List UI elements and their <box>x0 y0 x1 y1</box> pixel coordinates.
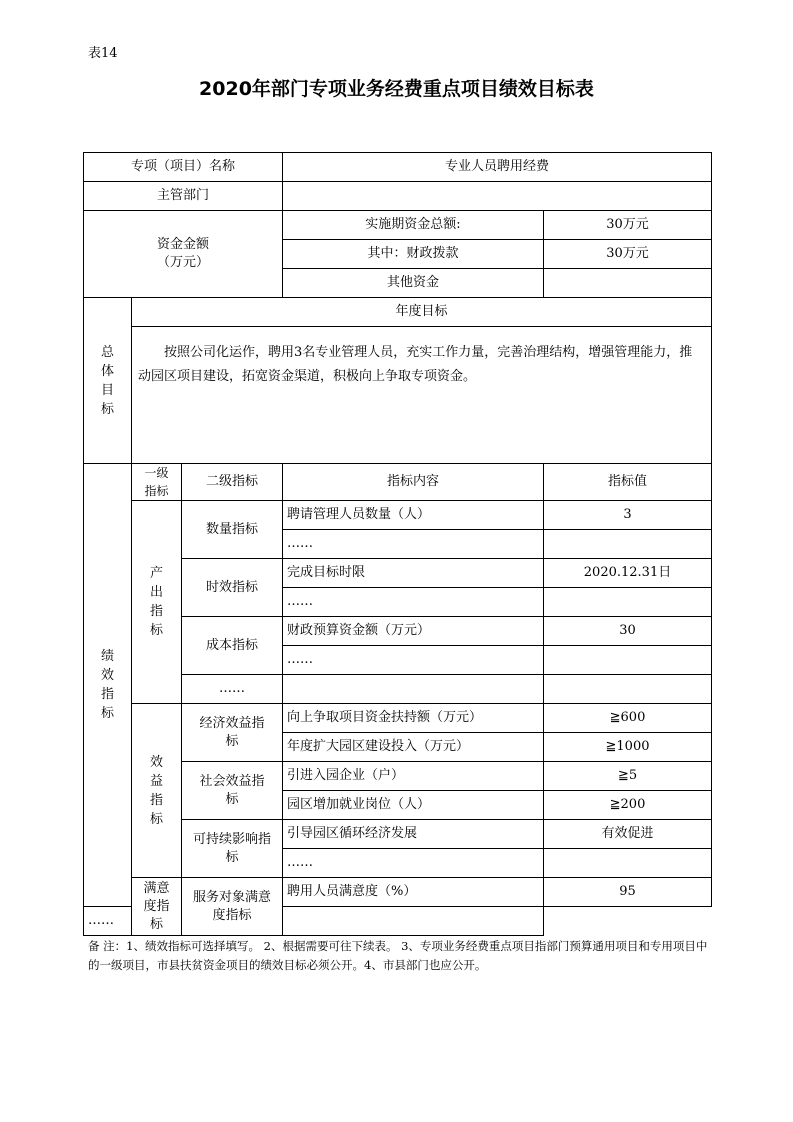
table-row <box>84 464 712 501</box>
output-more-value <box>544 675 712 704</box>
economic-value-2: ≧1000 <box>544 733 712 762</box>
social-value-1: ≧5 <box>544 762 712 791</box>
quantity-label: 数量指标 <box>182 501 283 559</box>
output-label: 产出指标 <box>149 566 163 638</box>
timeliness-content-1: 完成目标时限 <box>283 559 544 588</box>
quantity-value-2 <box>544 530 712 559</box>
table-row <box>84 153 712 182</box>
social-content-1: 引进入园企业（户） <box>283 762 544 791</box>
footnote: 备 注：1、绩效指标可选择填写。 2、根据需要可往下续表。 3、专项业务经费重点项目指部门预算通用项目和专用项目中的一级项目，市县扶贫资金项目的绩效目标必须公开。4、市县部门也应公开。 <box>88 939 708 972</box>
satisfaction-label: 满意度指标 <box>132 878 182 936</box>
timeliness-value-2 <box>544 588 712 617</box>
satisfaction-value-2 <box>283 907 544 936</box>
output-more: …… <box>182 675 283 704</box>
project-name-value: 专业人员聘用经费 <box>283 153 712 182</box>
funds-total-label: 实施期资金总额: <box>283 211 544 240</box>
sustain-label: 可持续影响指标 <box>182 820 283 878</box>
funds-fiscal-label: 其中：财政拨款 <box>283 240 544 269</box>
funds-unit: （万元） <box>156 255 209 270</box>
satisfaction-content-1: 聘用人员满意度（%） <box>283 878 544 907</box>
table-row <box>84 182 712 211</box>
timeliness-value-1: 2020.12.31日 <box>544 559 712 588</box>
economic-content-2: 年度扩大园区建设投入（万元） <box>283 733 544 762</box>
header-level2: 二级指标 <box>182 464 283 501</box>
cost-content-1: 财政预算资金额（万元） <box>283 617 544 646</box>
economic-value-1: ≧600 <box>544 704 712 733</box>
annual-goal-header: 年度目标 <box>132 298 712 327</box>
economic-content-1: 向上争取项目资金扶持额（万元） <box>283 704 544 733</box>
funds-total-value: 30万元 <box>544 211 712 240</box>
table-row <box>84 327 712 464</box>
overall-goal-label-cell <box>84 298 132 464</box>
timeliness-content-2: …… <box>283 588 544 617</box>
page-title: 2020年部门专项业务经费重点项目绩效目标表 <box>199 78 594 100</box>
service-satisfaction-label: 服务对象满意度指标 <box>182 878 283 936</box>
sustain-content-2: …… <box>283 849 544 878</box>
quantity-content-1: 聘请管理人员数量（人） <box>283 501 544 530</box>
table-row <box>84 501 712 530</box>
cost-content-2: …… <box>283 646 544 675</box>
header-content: 指标内容 <box>283 464 544 501</box>
table-row <box>84 211 712 240</box>
cost-label: 成本指标 <box>182 617 283 675</box>
funds-other-value <box>544 269 712 298</box>
satisfaction-content-2: …… <box>84 907 132 936</box>
header-value: 指标值 <box>544 464 712 501</box>
satisfaction-value-1: 95 <box>544 878 712 907</box>
funds-label-cell <box>84 211 283 298</box>
timeliness-label: 时效指标 <box>182 559 283 617</box>
benefit-label: 效益指标 <box>149 754 163 827</box>
social-value-2: ≧200 <box>544 791 712 820</box>
indicators-label: 绩效指标 <box>100 649 114 721</box>
cost-value-1: 30 <box>544 617 712 646</box>
benefit-label-cell <box>132 704 182 878</box>
output-label-cell <box>132 501 182 704</box>
table-row <box>84 704 712 733</box>
department-label: 主管部门 <box>84 182 283 211</box>
sustain-value-1: 有效促进 <box>544 820 712 849</box>
output-more-content <box>283 675 544 704</box>
indicators-label-cell <box>84 464 132 907</box>
annual-goal-text: 按照公司化运作，聘用3名专业管理人员，充实工作力量，完善治理结构，增强管理能力，推动园区项目建设，拓宽资金渠道，积极向上争取专项资金。 <box>132 327 712 464</box>
economic-label: 经济效益指标 <box>182 704 283 762</box>
overall-goal-label: 总体目标 <box>100 344 114 417</box>
table-number: 表14 <box>88 46 118 61</box>
performance-goal-table <box>83 152 712 936</box>
quantity-content-2: …… <box>283 530 544 559</box>
cost-value-2 <box>544 646 712 675</box>
department-value <box>283 182 712 211</box>
project-name-label: 专项（项目）名称 <box>84 153 283 182</box>
table-row <box>84 298 712 327</box>
social-label: 社会效益指标 <box>182 762 283 820</box>
quantity-value-1: 3 <box>544 501 712 530</box>
header-level1: 一级指标 <box>132 464 182 501</box>
funds-fiscal-value: 30万元 <box>544 240 712 269</box>
sustain-content-1: 引导园区循环经济发展 <box>283 820 544 849</box>
social-content-2: 园区增加就业岗位（人） <box>283 791 544 820</box>
sustain-value-2 <box>544 849 712 878</box>
funds-label: 资金金额 <box>156 237 209 252</box>
funds-other-label: 其他资金 <box>283 269 544 298</box>
table-row <box>84 878 712 907</box>
